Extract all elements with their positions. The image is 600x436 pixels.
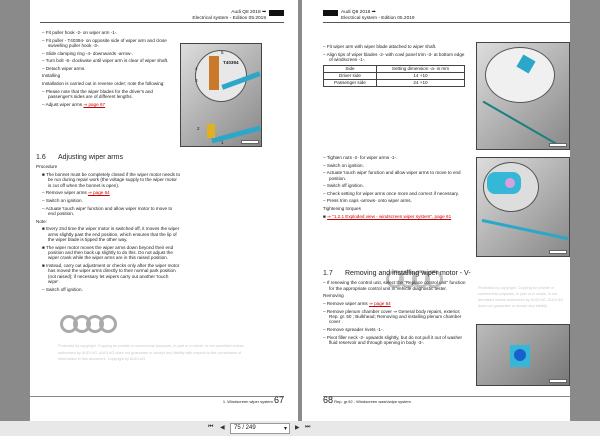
right-section-text: 1.7 Removing and installing wiper motor - V- – If renewing the control unit, select the "Replace control unit" function for the appropriate control unit in Vehicle diagnostic tester. Removing – Remove wiper arms ⇒ page 64 – Remove plenum chamber cover ⇒ General body repairs, exterior; Rep. gr. 50 ; Bulkhead; Removing and installing plenum chamber cover . – Remove spreader rivets -1-. – Pivot filler neck -2- upwards slightly, but do not pull it out of washer fluid reservoir and through opening in body -3-. (323, 270, 471, 345)
audi-logo (60, 315, 112, 333)
header-title: Audi Q8 2018 ➡ (231, 10, 266, 15)
table-row: Passenger side 24 +10 (324, 79, 465, 86)
copyright-notice: Protected by copyright. Copying for private or commercial purposes, in part or in whole, is not permitted unless authorised by AUDI AG. AUDI AG does not guarantee or accept any liability (478, 286, 564, 308)
page-link[interactable]: ⇒ page 67 (83, 101, 106, 107)
page-number: 68 (323, 395, 334, 405)
page-footer: 68 Rep. gr.92 - Windscreen wash/wipe system (323, 395, 411, 405)
page-header (323, 10, 415, 21)
figure-label: 5 (221, 50, 224, 55)
right-top-text: – Fit wiper arm with wiper blade attached to wiper shaft. – Align tips of wiper blades -2- with cowl panel trim -3- at bottom edge of windscreen -1-. Side Setting dimension -a- in mm Driver side 14 +10 Passenger side 24 +10 (323, 44, 465, 85)
figure-label: 2 (197, 126, 200, 131)
first-page-button[interactable]: ⏮ (208, 424, 214, 430)
wiper-motor-figure (476, 324, 570, 386)
page-link[interactable]: ⇒ page 64 (87, 190, 110, 196)
figure-label: 3 (195, 78, 198, 83)
page-dropdown-icon[interactable]: ▾ (283, 426, 287, 432)
header-subtitle: Electrical system - Edition 05.2019 (341, 15, 415, 21)
figure-label: 1 (221, 140, 224, 145)
right-page (302, 0, 570, 421)
copyright-notice: Protected by copyright. Copying for private or commercial purposes, in part or in whole, is not permitted unless authorised by AUDI AG. AUDI AG does not guarantee or accept any liability with respect to the correctness of information in this document. Copyright by AUDI AG. (58, 344, 244, 361)
wiper-alignment-figure (476, 42, 570, 150)
setting-table: Side Setting dimension -a- in mm Driver side 14 +10 Passenger side 24 +10 (323, 65, 465, 87)
left-section-text: 1.6 Adjusting wiper arms Procedure ■ The bonnet must be completely closed if the wiper motor needs to be run during repair work (the voltage supply to the wiper motor is cut off when the bonnet is open). – Remove wiper arms ⇒ page 64 – Switch on ignition. – Actuate 'touch wipe' function and allow wiper motor to move to end position. Note: ■ Every 2nd time the wiper motor is switched off, it moves the wiper arms slightly past the end position, which ensures that the lip of the wiper blade is tipped the other way. ■ The wiper motor moves the wiper arms down beyond their end position and then back up slightly to do this. Do not adjust the wiper crank while the wiper arms are in this raised position. ■ Instead, carry out adjustment or checks only after the wiper motor has moved the wiper arms directly to their normal park position (not raised); if necessary let wipers carry out another 'touch wipe'. – Switch off ignition. (36, 154, 181, 292)
figure-label: 4 (195, 66, 198, 71)
header-title: Audi Q8 2018 ➡ (341, 10, 376, 15)
table-row: Driver side 14 +10 (324, 72, 465, 79)
audi-badge (269, 10, 284, 16)
figure-label: T40394 (223, 60, 239, 65)
prev-page-button[interactable]: ◀ (220, 425, 225, 431)
page-number: 67 (273, 395, 284, 405)
audi-badge (323, 10, 338, 16)
wiper-puller-figure (180, 43, 262, 147)
section-heading: 1.7 Removing and installing wiper motor - V- (323, 270, 471, 277)
left-top-text: – Fit puller hook -2- on wiper arm -1-. – Fit puller - T40394- on opposite side of wiper arm and close swivelling puller hook -3-. – Slide clamping ring -4- downwards -arrow-. – Turn bolt -5- clockwise until wiper arm is clear of wiper shaft. – Detach wiper arms. Installing Installation is carried out in reverse order; note the following: – Please note that the wiper blades for the driver's and passenger's sides are of different lengths. – Adjust wiper arms ⇒ page 67 (42, 30, 169, 107)
page-footer: 1. Windscreen wiper system 67 (222, 395, 284, 405)
exploded-view-link[interactable]: ⇒ "1.2.1 Exploded view - windscreen wiper system", page 61 (327, 213, 452, 219)
pdf-toolbar (0, 421, 600, 436)
wiper-nut-figure (476, 157, 570, 257)
section-heading: 1.6 Adjusting wiper arms (36, 154, 123, 161)
next-page-button[interactable]: ▶ (295, 425, 300, 431)
page-number-field[interactable]: 75 / 249 ▾ (230, 423, 290, 434)
last-page-button[interactable]: ⏭ (305, 424, 311, 430)
header-subtitle: Electrical system - Edition 05.2019 (192, 15, 266, 21)
page-header (192, 10, 284, 21)
right-mid-text: – Tighten nuts -2- for wiper arms -1-. – Switch on ignition. – Actuate 'touch wipe' function and allow wiper arms to move to end position. – Switch off ignition. – Check setting for wiper arms once more and correct if necessary. – Press trim caps -arrows- onto wiper arms. Tightening torques ■ ⇒ "1.2.1 Exploded view - windscreen wiper system", page 61 (323, 155, 461, 219)
page-link[interactable]: ⇒ page 64 (368, 301, 391, 306)
left-page (30, 0, 298, 421)
